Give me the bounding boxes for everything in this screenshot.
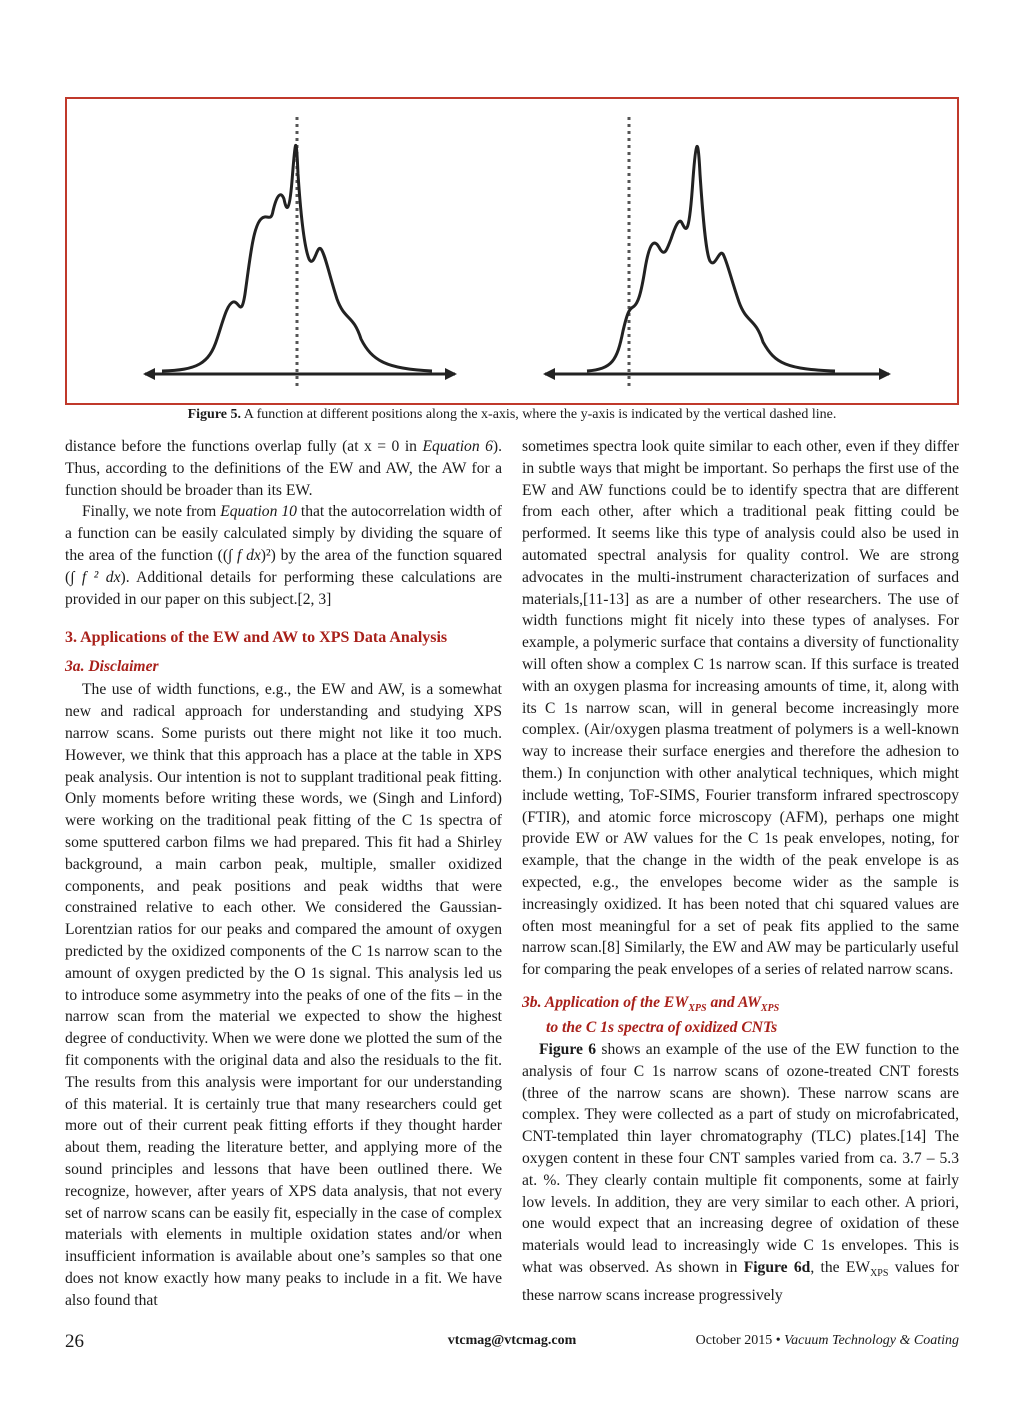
paragraph: distance before the functions overlap fully (at x = 0 in Equation 6). Thus, according to the definitions of the EW and AW, the AW for a function should be broader than its EW. <box>65 438 502 499</box>
left-axis-arrow-left <box>143 368 155 380</box>
section-3-heading: 3. Applications of the EW and AW to XPS Data Analysis <box>65 629 448 647</box>
paragraph: The use of width functions, e.g., the EW and AW, is a somewhat new and radical approach for understanding and studying XPS narrow scans. Some purists out there might not like it too much. However, we think that this approach has a place at the table in XPS peak analysis. Our intention is not to supplant traditional peak fitting. Only moments before writing these words, we (Singh and Linford) were working on the traditional peak fitting of the C 1s spectra of some sputtered carbon films we had prepared. This fit had a Shirley background, a main carbon peak, multiple, smaller oxidized components, and peak positions and peak widths that were constrained relative to each other. We considered the Gaussian-Lorentzian ratios for our peaks and compared the amount of oxygen predicted by the oxidized components of the C 1s narrow scan to the amount of oxygen predicted by the O 1s signal. This analysis led us to introduce some asymmetry into the peaks of one of the fits – in the narrow scan from the material we expected to show the highest degree of conductivity. When we were done we plotted the sum of the fit components with the original data and also the residuals to the fit. The results from this analysis were important for our understanding of this material. It is certainly true that many researchers could get more out of their current peak fitting efforts if they thought harder about them, reading the literature better, and applying more of the sound principles and lessons that have been outlined there. We recognize, however, after years of XPS data analysis, that not every set of narrow scans can be easily fit, especially in the case of complex materials with elements in multiple oxidation states and/or when insufficient information is available about one’s samples so that one does not know exactly how many peaks to include in a fit. We have also found that <box>65 681 502 1309</box>
subsection-3b-heading: 3b. Application of the $EW_{XPS}$ and $AW_{XPS}$ to the C 1s spectra of oxidized CNTs <box>522 993 780 1037</box>
left-column <box>65 436 502 1311</box>
right-panel <box>543 117 891 389</box>
right-curve <box>587 146 835 371</box>
paragraph: Finally, we note from Equation 10 that the autocorrelation width of a function can be easily calculated simply by dividing the square of the area of the function ((∫ f dx)²) by the area of the function squared (∫ f ² dx). Additional details for performing these calculations are provided in our paper on this subject.[2, 3] <box>65 503 503 608</box>
footer-email: vtcmag@vtcmag.com <box>447 1333 577 1348</box>
figure-caption <box>65 406 959 424</box>
page-number: 26 <box>65 1331 84 1352</box>
footer-issue: October 2015 • Vacuum Technology & Coating <box>695 1333 959 1348</box>
figure-5-plot <box>67 99 957 403</box>
figure-ref: Figure 6 <box>539 1041 597 1059</box>
left-axis-arrow-right <box>445 368 457 380</box>
equation-ref: Equation 10 <box>220 503 297 521</box>
figure-ref: Figure 6d <box>743 1259 811 1276</box>
page-footer <box>65 1331 959 1355</box>
equation-ref: Equation 6 <box>422 438 493 455</box>
paragraph: Figure 6 shows an example of the use of the EW function to the analysis of four C 1s narrow scans of ozone-treated CNT forests (three of the narrow scans are shown). These narrow scans are complex. They were collected as a part of study on microfabricated, CNT-templated thin layer chromatography (TLC) plates.[14] The oxygen content in these four CNT samples varied from ca. 3.7 – 5.3 at. %. They clearly contain multiple fit components, some at fairly low levels. In addition, they are very similar to each other. A priori, one would expect that an increasing degree of oxidation of these materials would lead to increasingly wide C 1s envelopes. This is what was observed. As shown in Figure 6d, the $EW_{XPS}$ values for these narrow scans increase progressively <box>522 1041 959 1304</box>
paragraph: sometimes spectra look quite similar to each other, even if they differ in subtle ways that might be important. So perhaps the first use of the EW and AW functions could be to identify spectra that are different from each other, after which a traditional peak fitting could be performed. It seems like this type of analysis could also be used in automated spectral analysis for quality control. We are strong advocates in the multi-instrument characterization of surfaces and materials,[11-13] as are a number of other researchers. The use of width functions might fit nicely into these types of analyses. For example, a polymeric surface that contains a diversity of functionality will often show a complex C 1s narrow scan. If this surface is treated with an oxygen plasma for increasing amounts of time, it, along with its C 1s narrow scan, will in general become increasingly more complex. (Air/oxygen plasma treatment of polymers is a well-known way to increase their surface energies and therefore the adhesion to them.) In conjunction with other analytical techniques, which might include wetting, ToF-SIMS, Fourier transform infrared spectroscopy (FTIR), and atomic force microscopy (AFM), perhaps one might provide EW or AW values for the C 1s peak envelopes, noting, for example, that the change in the width of the peak envelope is as expected, e.g., the envelopes become wider as the sample is increasingly oxidized. It has been noted that chi squared values are often most meaningful for a set of peak fits applied to the same narrow scan.[8] Similarly, the EW and AW may be particularly useful for comparing the peak envelopes of a series of related narrow scans. <box>522 438 959 979</box>
left-panel <box>143 117 457 389</box>
caption-text: A function at different positions along the x-axis, where the y-axis is indicated by the vertical dashed line. <box>241 407 837 422</box>
figure-5 <box>65 97 959 405</box>
subsection-3a-heading: 3a. Disclaimer <box>65 658 159 676</box>
right-column <box>522 436 959 1307</box>
right-axis-arrow-left <box>543 368 555 380</box>
right-axis-arrow-right <box>879 368 891 380</box>
caption-label: Figure 5. <box>187 407 242 422</box>
